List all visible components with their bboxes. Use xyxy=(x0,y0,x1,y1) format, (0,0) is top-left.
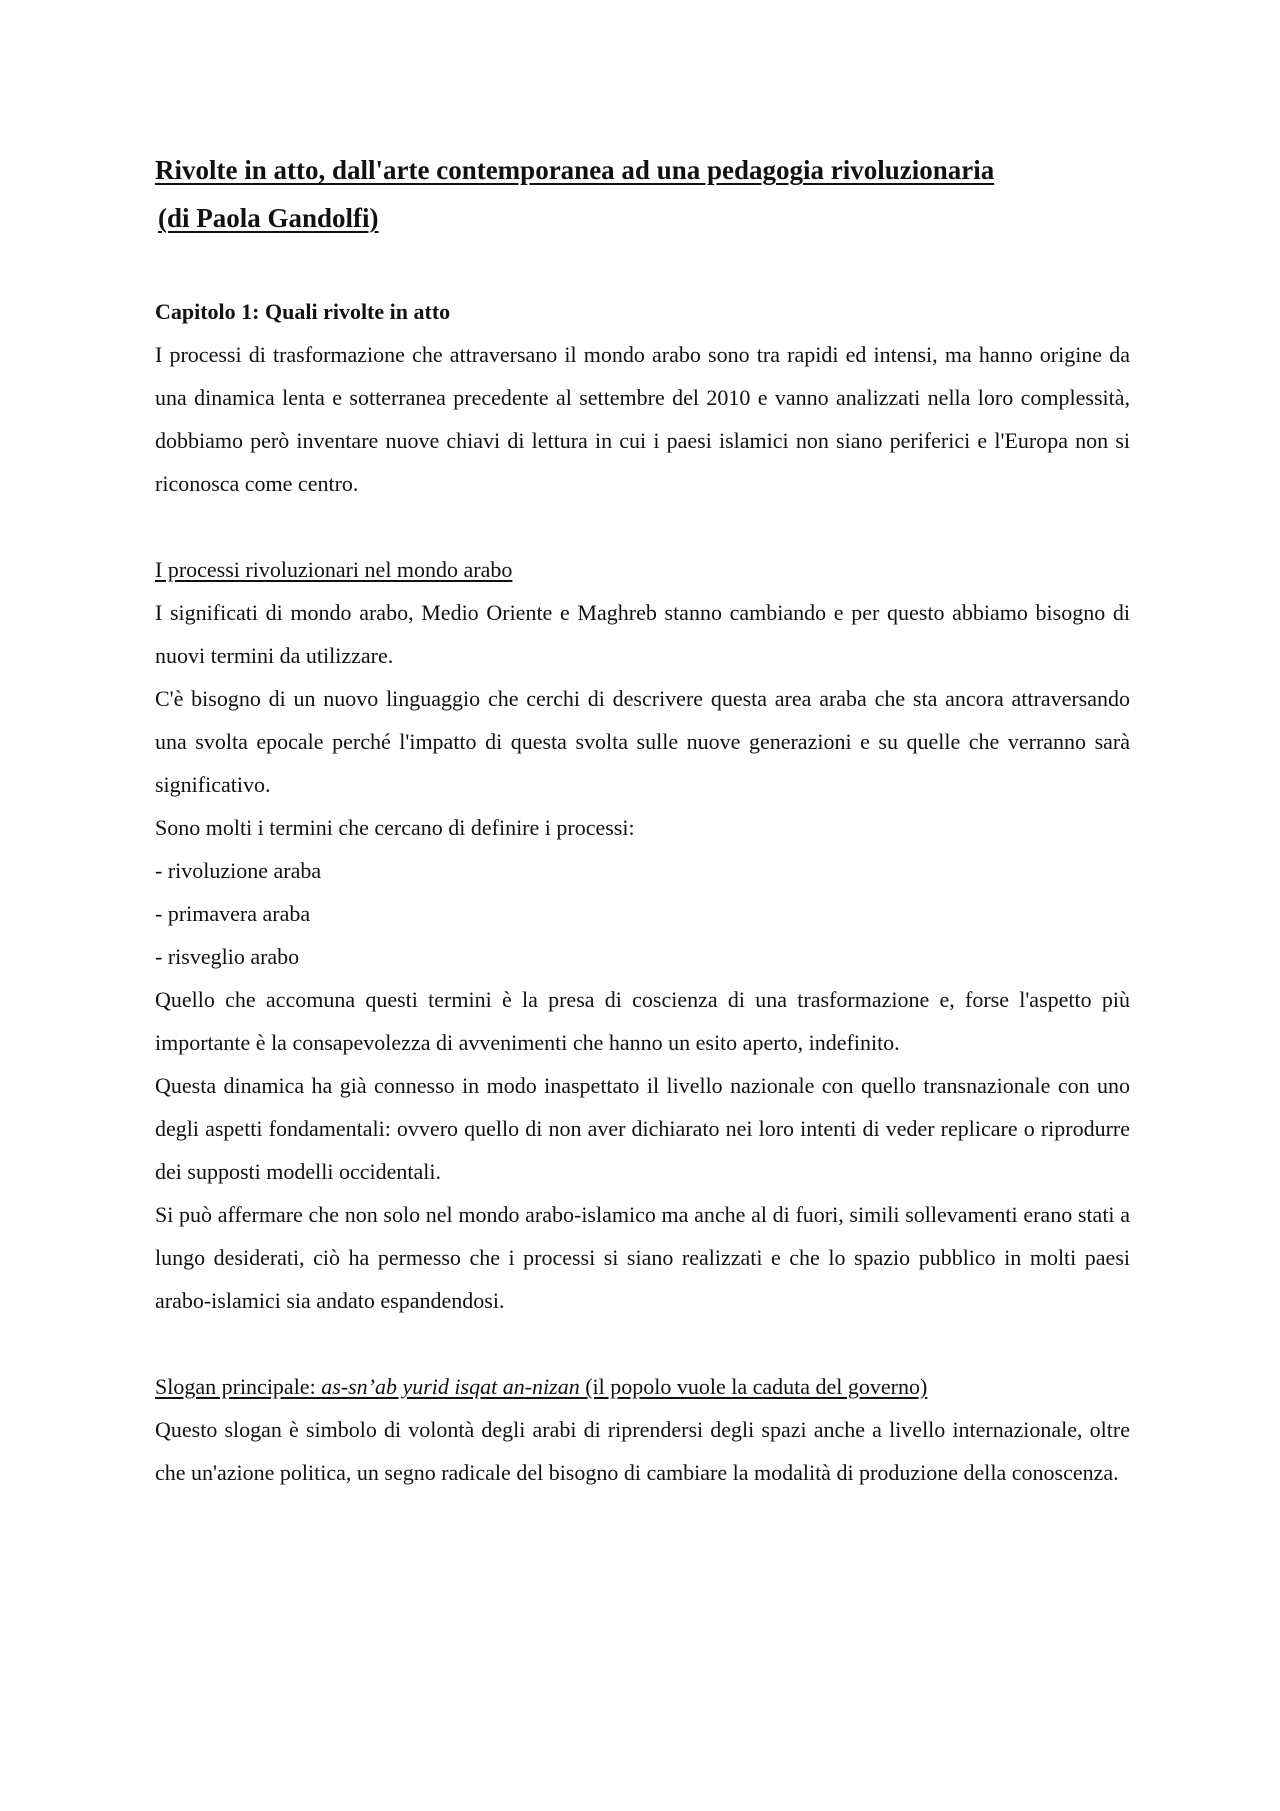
paragraph-sollevamenti: Si può affermare che non solo nel mondo arabo-islamico ma anche al di fuori, simili sollevamenti erano stati a lungo desiderati, ciò ha permesso che i processi si siano realizzati e che lo spazio pubblico in molti paesi arabo-islamici sia andato espandendosi. xyxy=(155,1202,1130,1313)
paragraph-linguaggio: C'è bisogno di un nuovo linguaggio che cerchi di descrivere questa area araba che sta ancora attraversando una svolta epocale perché l'impatto di questa svolta sulle nuove generazioni e su quelle che verranno sarà significativo. xyxy=(155,686,1130,797)
section-heading-processi-text: I processi rivoluzionari nel mondo arabo xyxy=(155,557,513,582)
title-line-1: Rivolte in atto, dall'arte contemporanea ad una pedagogia rivoluzionaria xyxy=(155,155,995,185)
chapter-intro-paragraph: I processi di trasformazione che attraversano il mondo arabo sono tra rapidi ed intensi, ma hanno origine da una dinamica lenta e sotterranea precedente al settembre del 2010 e vanno analizzati nella loro complessità, dobbiamo però inventare nuove chiavi di lettura in cui i paesi islamici non siano periferici e l'Europa non si riconosca come centro. xyxy=(155,342,1130,496)
title-line-2: (di Paola Gandolfi) xyxy=(158,203,379,233)
slogan-heading-suffix: (il popolo vuole la caduta del governo) xyxy=(579,1374,928,1399)
slogan-text: as-sn’ab yurid isqat an-nizan xyxy=(321,1374,580,1399)
list-item: - risveglio arabo xyxy=(155,944,300,969)
paragraph-termini: Sono molti i termini che cercano di definire i processi: xyxy=(155,815,635,840)
section-heading-slogan xyxy=(155,1365,1130,1408)
paragraph-dinamica: Questa dinamica ha già connesso in modo inaspettato il livello nazionale con quello transnazionale con uno degli aspetti fondamentali: ovvero quello di non aver dichiarato nei loro intenti di veder replicare o riprodurre dei supposti modelli occidentali. xyxy=(155,1073,1130,1184)
section-heading-processi xyxy=(155,548,1130,591)
document-title xyxy=(155,146,1130,242)
paragraph-significati: I significati di mondo arabo, Medio Oriente e Maghreb stanno cambiando e per questo abbiamo bisogno di nuovi termini da utilizzare. xyxy=(155,600,1130,668)
slogan-heading-prefix: Slogan principale: xyxy=(155,1374,322,1399)
paragraph-presa-coscienza: Quello che accomuna questi termini è la presa di coscienza di una trasformazione e, forse l'aspetto più importante è la consapevolezza di avvenimenti che hanno un esito aperto, indefinito. xyxy=(155,987,1130,1055)
list-item: - primavera araba xyxy=(155,901,311,926)
list-item: - rivoluzione araba xyxy=(155,858,322,883)
chapter-heading: Capitolo 1: Quali rivolte in atto xyxy=(155,299,451,324)
paragraph-slogan-meaning: Questo slogan è simbolo di volontà degli arabi di riprendersi degli spazi anche a livello internazionale, oltre che un'azione politica, un segno radicale del bisogno di cambiare la modalità di produzione della conoscenza. xyxy=(155,1417,1130,1485)
document-page xyxy=(155,146,1130,1494)
